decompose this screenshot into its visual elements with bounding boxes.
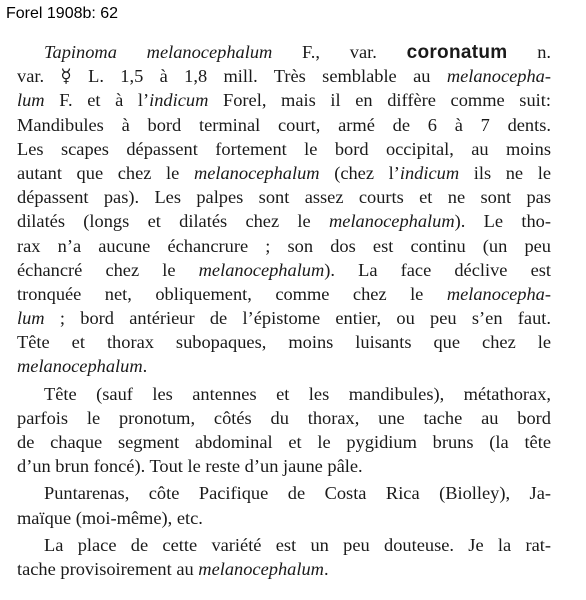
text-run: de chaque segment abdominal et le pygidium bruns (la tête [17, 432, 551, 452]
text-run: var. ☿ L. 1,5 à 1,8 mill. Très semblable au [17, 66, 447, 87]
text-run: tronquée net, obliquement, comme chez le [17, 283, 447, 304]
italic-term: melanocephalum [17, 356, 143, 377]
italic-term: Tapinoma melanocephalum [44, 42, 273, 62]
text-line [17, 306, 551, 330]
text-run: échancré chez le [17, 259, 199, 280]
text-run: F., var. [272, 42, 407, 62]
text-run: F. et à l’ [44, 90, 150, 111]
text-run: Forel, mais il en diffère comme suit: [208, 90, 551, 111]
text-line [17, 161, 551, 185]
text-run: . [142, 356, 148, 377]
text-line [17, 64, 551, 88]
text-line [17, 40, 551, 64]
italic-term: melanocepha- [446, 66, 551, 87]
text-run: autant que chez le [17, 162, 194, 183]
text-run: dilatés (longs et dilatés chez le [17, 211, 329, 232]
text-run: ils ne le [459, 162, 551, 183]
text-run: La place de cette variété est un peu douteuse. Je la rat- [44, 534, 551, 555]
italic-term: melanocepha- [446, 283, 551, 304]
description-text [17, 40, 551, 581]
italic-term: indicum [149, 90, 209, 111]
text-run: ). Le tho- [454, 211, 551, 232]
text-run: Mandibules à bord terminal court, armé de 6 à 7 dents. [17, 114, 551, 135]
italic-term: melanocephalum [193, 162, 320, 183]
text-run: d’un brun foncé). Tout le reste d’un jaune pâle. [17, 456, 363, 477]
text-line [17, 209, 551, 233]
text-line [17, 454, 551, 478]
italic-term: melanocephalum [198, 259, 325, 280]
text-run: ; bord antérieur de l’épistome entier, ou peu s’en faut. [44, 308, 551, 329]
text-line [17, 382, 551, 406]
text-run: n. [507, 42, 551, 62]
text-line [17, 234, 551, 258]
page-caption: Forel 1908b: 62 [6, 5, 119, 22]
text-line [17, 330, 551, 354]
italic-term: lum [17, 308, 45, 329]
text-line [17, 185, 551, 209]
text-line [17, 258, 551, 282]
text-line [17, 481, 551, 505]
text-line [17, 506, 551, 530]
text-line [17, 533, 551, 557]
text-run: parfois le pronotum, côtés du thorax, une tache au bord [17, 407, 551, 428]
text-line [17, 557, 551, 581]
text-line [17, 88, 551, 112]
text-run: Tête (sauf les antennes et les mandibules), métathorax, [44, 383, 551, 404]
text-run: (chez l’ [319, 162, 400, 183]
italic-term: indicum [399, 162, 460, 183]
text-run: . [323, 558, 329, 579]
text-line [17, 406, 551, 430]
text-run: dépassent pas). Les palpes sont assez courts et ne sont pas [17, 187, 551, 208]
text-line [17, 137, 551, 161]
italic-term: melanocephalum [329, 211, 455, 232]
text-run: tache provisoirement au [17, 558, 199, 579]
text-line [17, 354, 551, 378]
italic-term: lum [17, 90, 45, 111]
text-run: rax n’a aucune échancrure ; son dos est continu (un peu [17, 235, 551, 256]
italic-term: melanocephalum [198, 558, 324, 579]
text-line [17, 282, 551, 306]
text-run: ). La face déclive est [324, 259, 552, 280]
text-run: Puntarenas, côte Pacifique de Costa Rica (Biolley), Ja- [44, 483, 551, 504]
text-run: maïque (moi-même), etc. [17, 507, 203, 528]
taxon-name: coronatum [406, 42, 508, 63]
text-run: Tête et thorax subopaques, moins luisants que chez le [17, 332, 551, 353]
text-line [17, 113, 551, 137]
text-run: Les scapes dépassent fortement le bord occipital, au moins [17, 138, 551, 159]
text-line [17, 430, 551, 454]
